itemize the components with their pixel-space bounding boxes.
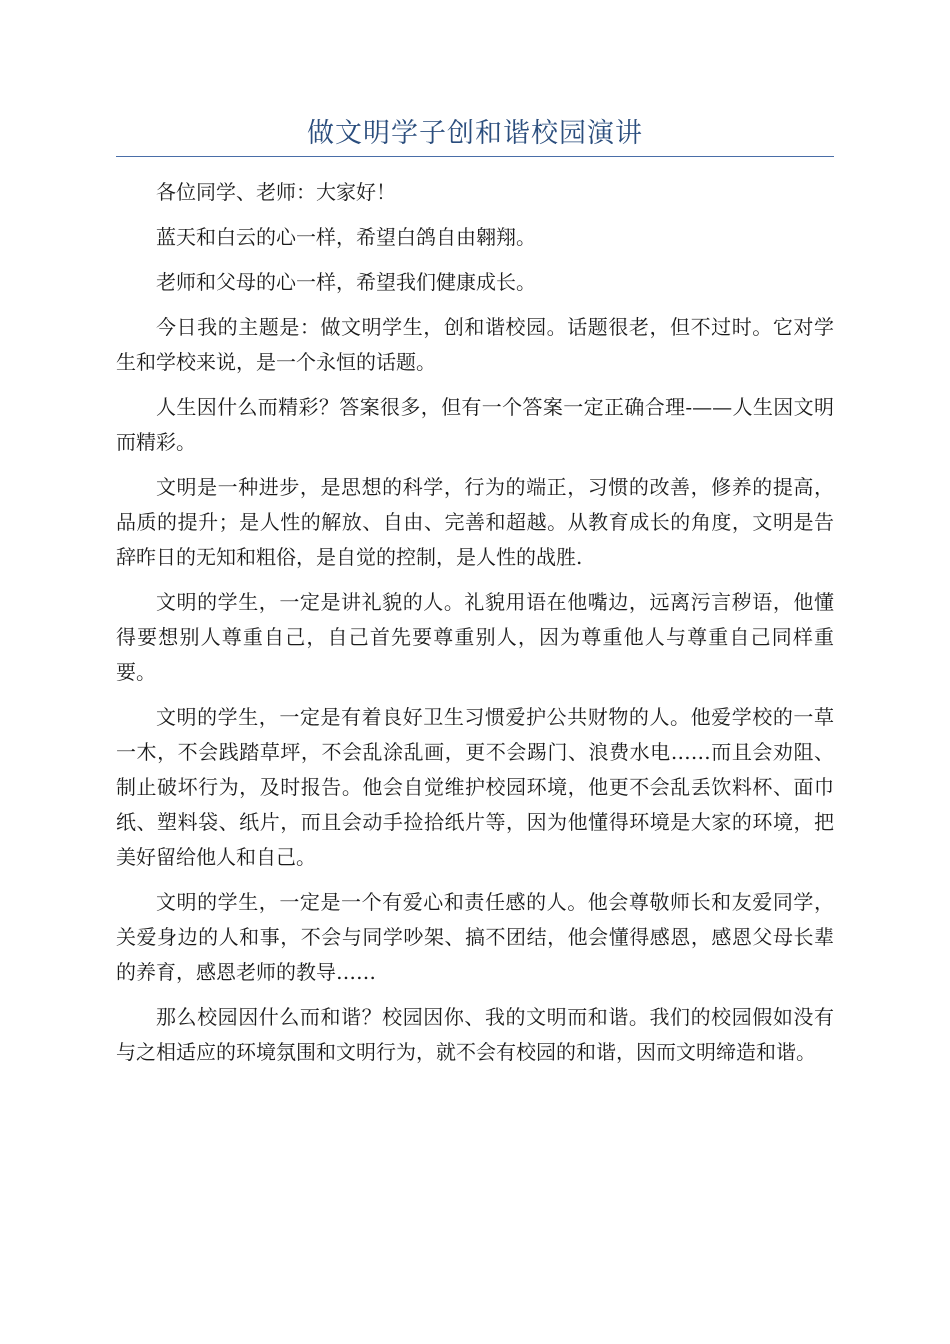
document-body (116, 175, 834, 1070)
paragraph: 蓝天和白云的心一样，希望白鸽自由翱翔。 (156, 225, 536, 249)
paragraph-greeting: 各位同学、老师：大家好！ (156, 180, 396, 204)
paragraph: 文明是一种进步，是思想的科学，行为的端正，习惯的改善，修养的提高，品质的提升；是人性的解放、自由、完善和超越。从教育成长的角度，文明是告辞昨日的无知和粗俗，是自觉的控制，是人性的战胜. (116, 475, 834, 569)
paragraph: 人生因什么而精彩？答案很多，但有一个答案一定正确合理-——人生因文明而精彩。 (116, 395, 834, 454)
document-title: 做文明学子创和谐校园演讲 (307, 118, 643, 149)
document-page (116, 112, 834, 1080)
paragraph: 文明的学生，一定是有着良好卫生习惯爱护公共财物的人。他爱学校的一草一木，不会践踏草坪，不会乱涂乱画，更不会踢门、浪费水电……而且会劝阻、制止破坏行为，及时报告。他会自觉维护校园环境，他更不会乱丢饮料杯、面巾纸、塑料袋、纸片，而且会动手捡拾纸片等，因为他懂得环境是大家的环境，把美好留给他人和自己。 (116, 705, 834, 869)
paragraph: 今日我的主题是：做文明学生，创和谐校园。话题很老，但不过时。它对学生和学校来说，是一个永恒的话题。 (116, 315, 834, 374)
paragraph: 那么校园因什么而和谐？校园因你、我的文明而和谐。我们的校园假如没有与之相适应的环境氛围和文明行为，就不会有校园的和谐，因而文明缔造和谐。 (116, 1005, 834, 1064)
paragraph: 文明的学生，一定是讲礼貌的人。礼貌用语在他嘴边，远离污言秽语，他懂得要想别人尊重自己，自己首先要尊重别人，因为尊重他人与尊重自己同样重要。 (116, 590, 834, 684)
title-underline (116, 156, 834, 157)
paragraph: 老师和父母的心一样，希望我们健康成长。 (156, 270, 536, 294)
paragraph: 文明的学生，一定是一个有爱心和责任感的人。他会尊敬师长和友爱同学，关爱身边的人和事，不会与同学吵架、搞不团结，他会懂得感恩，感恩父母长辈的养育，感恩老师的教导…… (116, 890, 834, 984)
